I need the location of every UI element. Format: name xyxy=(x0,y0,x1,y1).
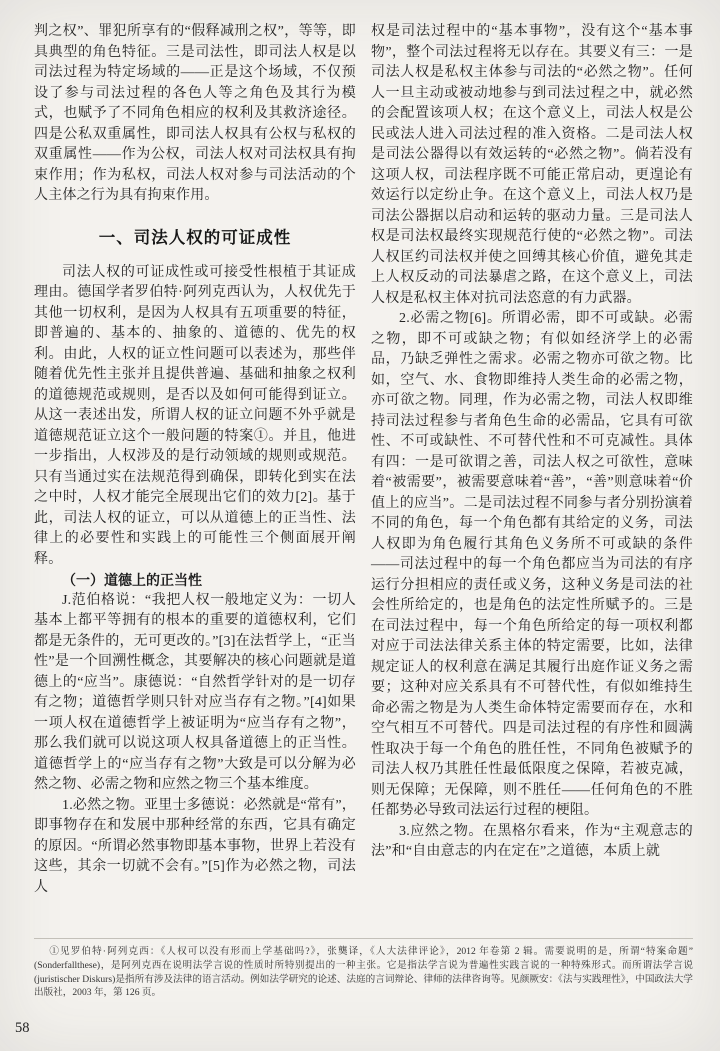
paragraph-role-attributes-continuation: 判之权”、罪犯所享有的“假释减刑之权”，等等，即具典型的角色特征。三是司法性，即司法人权是以司法过程为特定场域的——正是这个场域，不仅预设了参与司法过程的各色人等之角色及其行为模式，也赋予了不同角色相应的权利及其救济途径。四是公私双重属性，即司法人权具有公权与私权的双重属性——作为公权，司法人权对司法权具有拘束作用；作为私权，司法人权对参与司法活动的个人主体之行为具有拘束作用。 xyxy=(34,24,356,203)
left-column xyxy=(34,22,356,898)
section-heading-justifiability: 一、司法人权的可证成性 xyxy=(98,228,292,247)
footnote-text: ①见罗伯特·阿列克西：《人权可以没有形而上学基础吗?》，张龑译，《人大法律评论》，2012 年卷第 2 辑。需要说明的是，所谓“特案命题”(Sonderfallthese)，是阿列克西在说明法学言说的性质时所特别提出的一种主张。它是指法学言说为普遍性实践言说的一种特殊形式。而所谓法学言说(juristischer Diskurs)是指所有涉及法律的语言活动。例如法学研究的论述、法庭的言词辩论、律师的法律咨询等。见颜厥安：《法与实践理性》，中国政法大学出版社，2003 年，第 126 页。 xyxy=(34,946,693,999)
paragraph-necessary-things: 1.必然之物。亚里士多德说：必然就是“常有”，即事物存在和发展中那种经常的东西，它具有确定的原因。“所谓必然事物即基本事物，世界上若没有这些，其余一切就不会有。”[5]作为必然之物，司法人 xyxy=(34,797,356,895)
paragraph-needed-things: 2.必需之物[6]。所谓必需，即不可或缺。必需之物，即不可或缺之物；有似如经济学上的必需品，乃缺乏弹性之需求。必需之物亦可欲之物。比如，空气、水、食物即维持人类生命的必需之物，亦可欲之物。同理，作为必需之物，司法人权即维持司法过程参与者角色生命的必需品，它具有可欲性、不可或缺性、不可替代性和不可克减性。具体有四：一是可欲谓之善，司法人权之可欲性，意味着“被需要”，被需要意味着“善”，“善”则意味着“价值上的应当”。二是司法过程不同参与者分别扮演着不同的角色，每一个角色都有其给定的义务，司法人权即为角色履行其角色义务所不可或缺的条件——司法过程中的每一个角色都应当为司法的有序运行分担相应的责任或义务，这种义务是司法的社会性所给定的，也是角色的法定性所赋予的。三是在司法过程中，每一个角色所给定的每一项权利都对应于司法法律关系主体的特定需要，比如，法律规定证人的权利意在满足其履行出庭作证义务之需要；这种对应关系具有不可替代性，有似如维持生命必需之物是为人类生命体特定需要而存在，水和空气相互不可替代。四是司法过程的有序性和圆满性取决于每一个角色的胜任性，不同角色被赋予的司法人权乃其胜任性最低限度之保障，若被克减，则无保障；无保障，则不胜任——任何角色的不胜任都势必导致司法运行过程的梗阻。 xyxy=(371,311,693,818)
right-column xyxy=(371,22,693,898)
paragraph-feinberg-moral: J.范伯格说：“我把人权一般地定义为：一切人基本上都平等拥有的根本的重要的道德权利，它们都是无条件的，无可更改的。”[3]在法哲学上，“正当性”是一个回溯性概念，其要解决的核心问题就是道德上的“应当”。康德说：“自然哲学针对的是一切存有之物；道德哲学则只针对应当存有之物。”[4]如果一项人权在道德哲学上被证明为“应当存有之物”，那么我们就可以说这项人权具备道德上的正当性。道德哲学上的“应当存有之物”大致是可以分解为必然之物、必需之物和应然之物三个基本维度。 xyxy=(34,592,356,792)
footnote-area xyxy=(34,938,693,1000)
paragraph-necessary-continuation: 权是司法过程中的“基本事物”，没有这个“基本事物”，整个司法过程将无以存在。其要义有三：一是司法人权是私权主体参与司法的“必然之物”。任何人一旦主动或被动地参与到司法过程之中，就必然的会配置该项人权；在这个意义上，司法人权是公民或法人进入司法过程的准入资格。二是司法人权是司法公器得以有效运转的“必然之物”。倘若没有这项人权，司法程序既不可能正常启动，更遑论有效运行以定纷止争。在这个意义上，司法人权乃是司法公器据以启动和运转的驱动力量。三是司法人权是司法权最终实现规范行使的“必然之物”。司法人权匡约司法权并使之回缚其核心价值，避免其走上人权反动的司法暴虐之路，在这个意义上，司法人权是私权主体对抗司法恣意的有力武器。 xyxy=(371,24,693,306)
page-number: 58 xyxy=(15,1020,30,1036)
two-column-layout xyxy=(34,22,693,898)
paragraph-alexy-justification: 司法人权的可证成性或可接受性根植于其证成理由。德国学者罗伯特·阿列克西认为，人权优先于其他一切权利，是因为人权具有五项重要的特征，即普遍的、基本的、抽象的、道德的、优先的权利。由此，人权的证立性问题可以表述为，那些伴随着优先性主张并且提供普遍、基础和抽象之权利的道德规范或规则，是否以及如何可能得到证立。从这一表述出发，所谓人权的证立问题不外乎就是道德规范证立这个一般问题的特案①。并且，他进一步指出，人权涉及的是行动领域的规则或规范。只有当通过实在法规范得到确保，即转化到实在法之中时，人权才能完全展现出它们的效力[2]。基于此，司法人权的证立，可以从道德上的正当性、法律上的必要性和实践上的可能性三个侧面展开阐释。 xyxy=(34,264,356,567)
sub-heading-moral-legitimacy: （一）道德上的正当性 xyxy=(62,572,202,588)
footnote-divider xyxy=(34,938,693,939)
paragraph-ought-things: 3.应然之物。在黑格尔看来，作为“主观意志的法”和“自由意志的内在定在”之道德，本质上就 xyxy=(371,823,693,859)
